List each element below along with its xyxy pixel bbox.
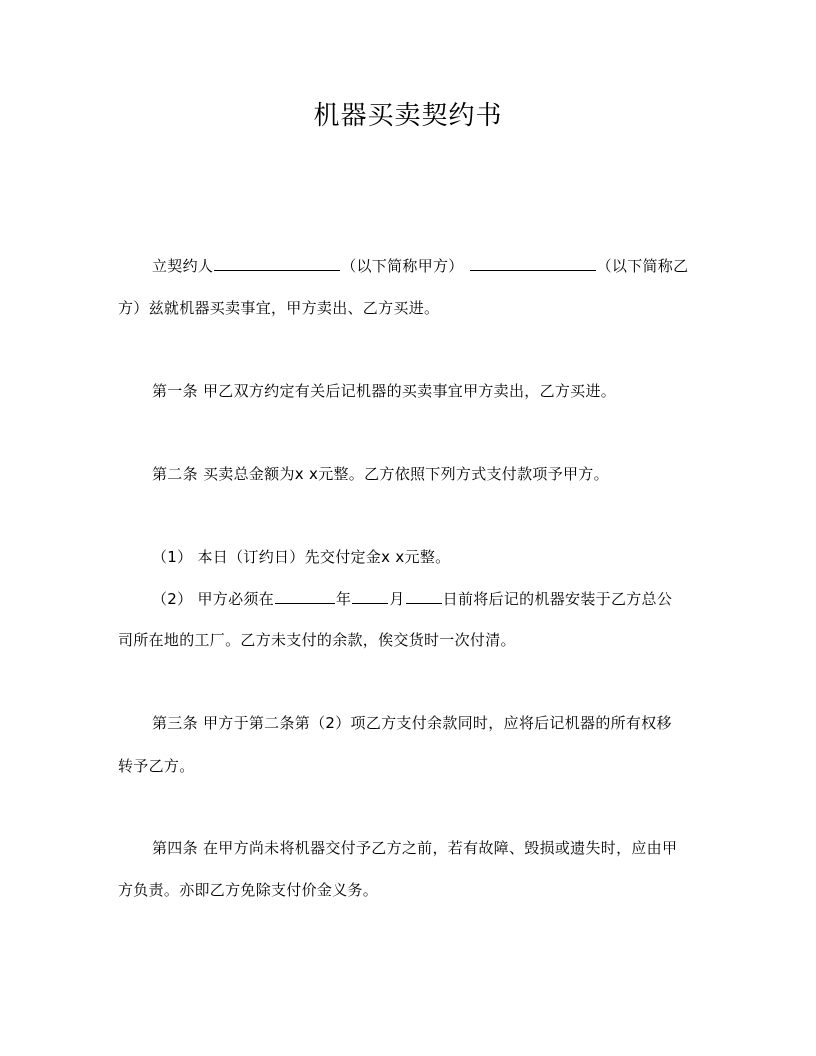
year-blank: [275, 589, 335, 604]
article-3-line-1: 第三条 甲方于第二条第（2）项乙方支付余款同时，应将后记机器的所有权移: [152, 714, 672, 732]
party-a-blank: [214, 256, 340, 271]
item-1: （1） 本日（订约日）先交付定金x x元整。: [152, 548, 451, 566]
article-4-line-1: 第四条 在甲方尚未将机器交付予乙方之前，若有故障、毁损或遗失时，应由甲: [152, 839, 678, 857]
intro-party-b-note: （以下简称乙: [596, 257, 689, 275]
article-1: 第一条 甲乙双方约定有关后记机器的买卖事宜甲方卖出，乙方买进。: [152, 382, 617, 400]
intro-line-1: [152, 256, 688, 276]
article-3-line-2: 转予乙方。: [118, 757, 195, 775]
intro-party-label: 立契约人: [152, 257, 214, 275]
article-4-line-2: 方负责。亦即乙方免除支付价金义务。: [118, 881, 379, 899]
intro-line-2: 方）兹就机器买卖事宜，甲方卖出、乙方买进。: [118, 299, 440, 317]
month-label: 月: [389, 590, 405, 608]
item-2-text-a: （2） 甲方必须在: [152, 590, 275, 608]
month-blank: [352, 589, 388, 604]
item-2-text-b: 日前将后记的机器安装于乙方总公: [442, 590, 673, 608]
document-title: 机器买卖契约书: [313, 101, 503, 131]
article-2: 第二条 买卖总金额为x x元整。乙方依照下列方式支付款项予甲方。: [152, 465, 609, 483]
intro-party-a-note: （以下简称甲方）: [341, 257, 464, 275]
day-blank: [406, 589, 442, 604]
item-2-line-2: 司所在地的工厂。乙方未支付的余款，俟交货时一次付清。: [118, 631, 516, 649]
party-b-blank: [470, 256, 596, 271]
item-2-line-1: [152, 589, 672, 609]
year-label: 年: [336, 590, 352, 608]
